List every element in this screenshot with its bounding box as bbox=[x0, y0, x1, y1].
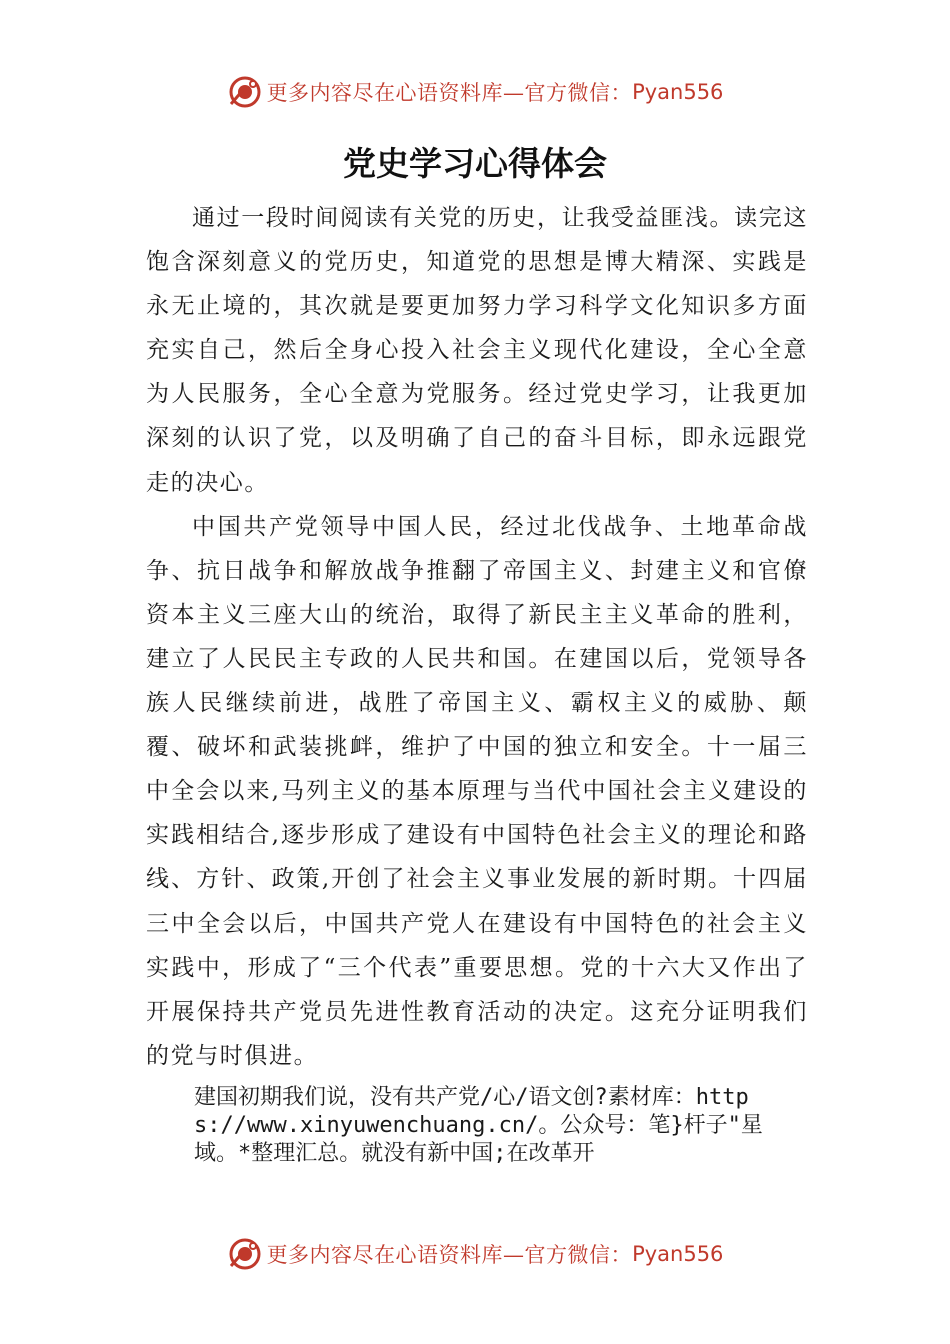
footer-banner bbox=[0, 1232, 950, 1276]
logo-icon bbox=[227, 74, 263, 110]
page-title: 党史学习心得体会 bbox=[343, 144, 607, 183]
logo-icon bbox=[227, 1236, 263, 1272]
body-paragraph: 通过一段时间阅读有关党的历史，让我受益匪浅。读完这饱含深刻意义的党历史，知道党的思想是博大精深、实践是永无止境的，其次就是要更加努力学习科学文化知识多方面充实自己，然后全身心投入社会主义现代化建设，全心全意为人民服务，全心全意为党服务。经过党史学习，让我更加深刻的认识了党，以及明确了自己的奋斗目标，即永远跟党走的决心。 bbox=[146, 205, 808, 496]
banner-wechat-id: Pyan556 bbox=[632, 1242, 724, 1266]
body-paragraph-watermarked: 建国初期我们说，没有共产党/心/语文创?素材库：https://www.xinyuwenchuang.cn/。公众号：笔}杆子"星域。*整理汇总。就没有新中国;在改革开 bbox=[194, 1084, 763, 1166]
banner-text: 更多内容尽在心语资料库—官方微信： bbox=[266, 1243, 633, 1267]
banner-wechat-id: Pyan556 bbox=[632, 80, 724, 104]
document-body bbox=[146, 196, 808, 1168]
body-paragraph: 中国共产党领导中国人民，经过北伐战争、土地革命战争、抗日战争和解放战争推翻了帝国主义、封建主义和官僚资本主义三座大山的统治，取得了新民主主义革命的胜利，建立了人民民主专政的人民共和国。在建国以后，党领导各族人民继续前进，战胜了帝国主义、霸权主义的威胁、颠覆、破坏和武装挑衅，维护了中国的独立和安全。十一届三中全会以来,马列主义的基本原理与当代中国社会主义建设的实践相结合,逐步形成了建设有中国特色社会主义的理论和路线、方针、政策,开创了社会主义事业发展的新时期。十四届三中全会以后，中国共产党人在建设有中国特色的社会主义实践中，形成了“三个代表”重要思想。党的十六大又作出了开展保持共产党员先进性教育活动的决定。这充分证明我们的党与时俱进。 bbox=[146, 513, 808, 1069]
banner-text: 更多内容尽在心语资料库—官方微信： bbox=[266, 81, 633, 105]
header-banner bbox=[0, 70, 950, 114]
